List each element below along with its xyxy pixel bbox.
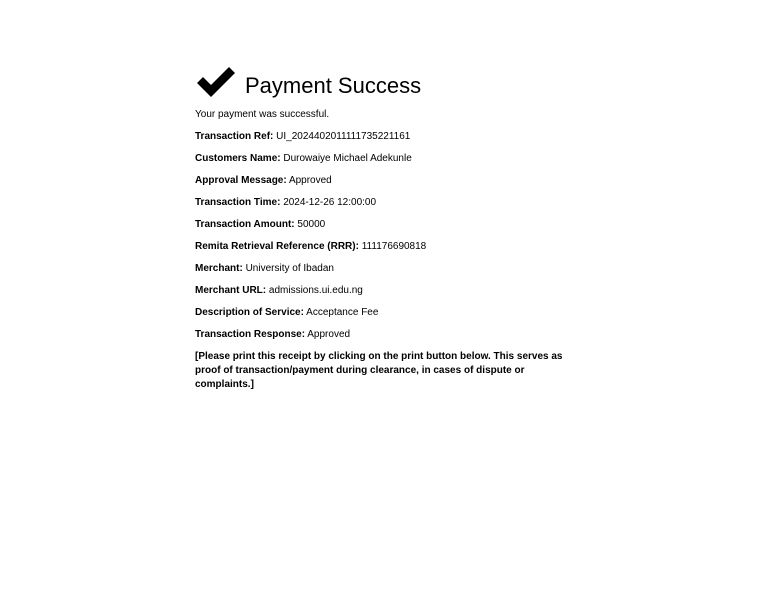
detail-value: Approved (307, 329, 351, 340)
detail-label: Merchant: (195, 263, 243, 274)
detail-label: Transaction Time: (195, 197, 281, 208)
detail-row-merchant-url (195, 285, 585, 297)
detail-value: 50000 (297, 219, 326, 230)
success-message: Your payment was successful. (195, 109, 330, 120)
detail-label: Customers Name: (195, 153, 281, 164)
detail-label: Description of Service: (195, 307, 304, 318)
detail-label: Approval Message: (195, 175, 287, 186)
detail-label: Transaction Ref: (195, 131, 274, 142)
page-title: Payment Success (245, 73, 422, 98)
detail-label: Transaction Amount: (195, 219, 295, 230)
detail-value: Acceptance Fee (306, 307, 379, 318)
detail-row-customer-name (195, 153, 585, 165)
checkmark-icon (195, 64, 237, 100)
detail-value: 2024-12-26 12:00:00 (283, 197, 377, 208)
detail-row-transaction-ref (195, 131, 585, 143)
detail-row-description-of-service (195, 307, 585, 319)
detail-row-rrr (195, 241, 585, 253)
receipt-header (195, 60, 585, 100)
payment-receipt (195, 60, 585, 392)
detail-row-approval-message (195, 175, 585, 187)
detail-label: Remita Retrieval Reference (RRR): (195, 241, 359, 252)
detail-row-merchant (195, 263, 585, 275)
print-instruction-note: [Please print this receipt by clicking on the print button below. This serves as proof of transaction/payment during clearance, in cases of dispute or complaints.] (195, 351, 563, 390)
detail-value: 111176690818 (361, 241, 427, 252)
detail-value: UI_20244020111117352211​61 (276, 131, 411, 142)
detail-value: admissions.ui.edu.ng (268, 285, 363, 296)
detail-row-transaction-response (195, 329, 585, 341)
detail-value: Durowaiye Michael Adekunle (283, 153, 412, 164)
detail-value: University of Ibadan (245, 263, 334, 274)
detail-label: Transaction Response: (195, 329, 306, 340)
detail-row-transaction-amount (195, 219, 585, 231)
detail-row-transaction-time (195, 197, 585, 209)
detail-label: Merchant URL: (195, 285, 267, 296)
detail-value: Approved (288, 175, 332, 186)
